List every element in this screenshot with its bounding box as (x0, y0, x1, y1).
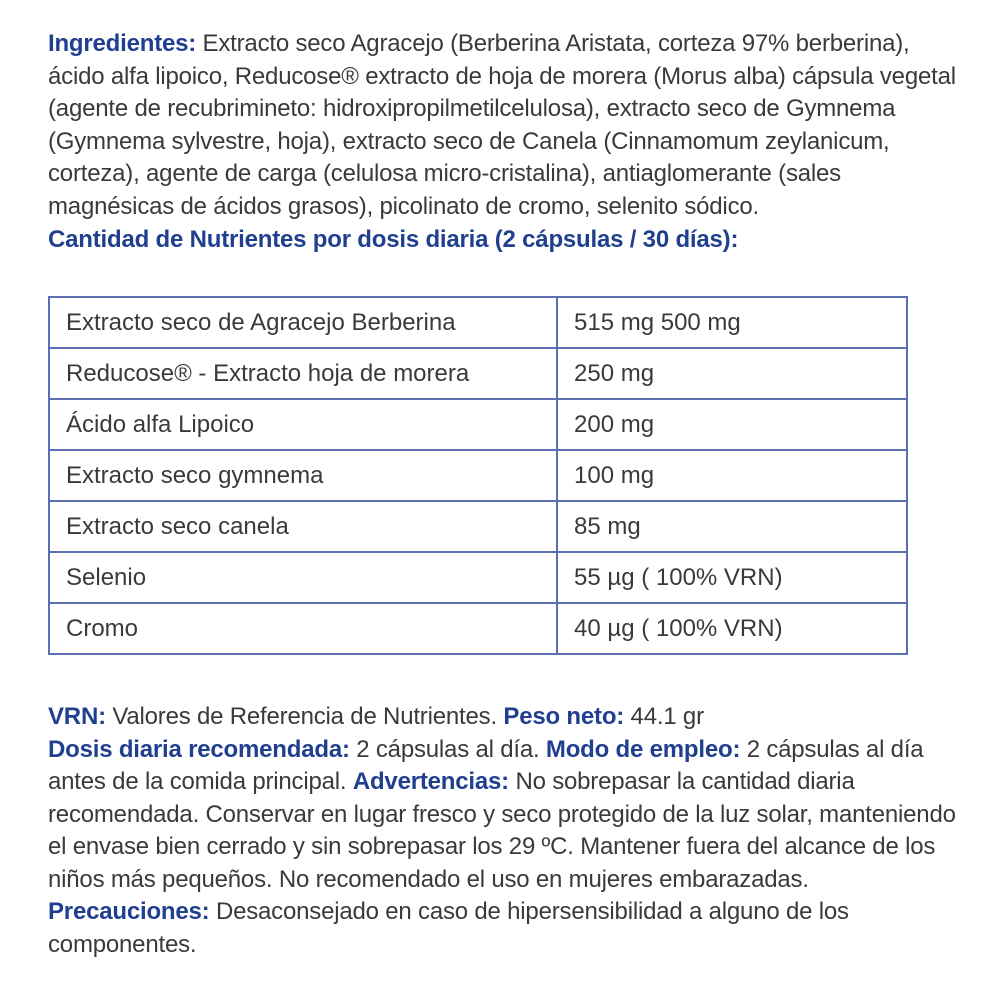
nutrient-name: Extracto seco gymnema (49, 450, 557, 501)
precauciones-label: Precauciones: (48, 898, 210, 925)
vrn-paragraph (48, 701, 958, 734)
peso-label: Peso neto: (503, 703, 625, 730)
nutrient-amount: 515 mg 500 mg (557, 297, 907, 348)
ingredients-label: Ingredientes: (48, 30, 197, 57)
ingredients-paragraph (48, 28, 958, 223)
peso-text: 44.1 gr (624, 703, 704, 730)
label-content (48, 28, 958, 255)
table-row (49, 501, 907, 552)
table-row (49, 450, 907, 501)
nutrient-amount: 100 mg (557, 450, 907, 501)
table-row (49, 399, 907, 450)
table-row (49, 603, 907, 654)
nutrient-amount: 250 mg (557, 348, 907, 399)
nutrient-amount: 85 mg (557, 501, 907, 552)
ingredients-text: Extracto seco Agracejo (Berberina Aristata, corteza 97% berberina), ácido alfa lipoico, Reducose® extracto de hoja de morera (Morus alba) cápsula vegetal (agente de recubrimineto: hidroxipropilmetilcelulosa), extracto seco de Gymnema (Gymnema sylvestre, hoja), extracto seco de Canela (Cinnamomum zeylanicum, corteza), agente de carga (celulosa micro-cristalina), antiaglomerante (sales magnésicas de ácidos grasos), picolinato de cromo, selenito sódico. (48, 30, 956, 220)
table-row (49, 348, 907, 399)
nutrients-heading: Cantidad de Nutrientes por dosis diaria (2 cápsulas / 30 días): (48, 226, 739, 253)
nutrient-name: Extracto seco de Agracejo Berberina (49, 297, 557, 348)
nutrients-table (48, 296, 908, 655)
advertencias-text: No sobrepasar la cantidad diaria recomendada. Conservar en lugar fresco y seco protegido de la luz solar, manteniendo el envase bien cerrado y sin sobrepasar los 29 ºC. Mantener fuera del alcance de los niños más pequeños. No recomendado el uso en mujeres embarazadas. (48, 768, 956, 893)
nutrient-name: Reducose® - Extracto hoja de morera (49, 348, 557, 399)
nutrient-name: Extracto seco canela (49, 501, 557, 552)
modo-label: Modo de empleo: (545, 735, 741, 763)
footer-info (48, 701, 958, 961)
table-row (49, 297, 907, 348)
nutrient-name: Selenio (49, 552, 557, 603)
nutrient-name: Cromo (49, 603, 557, 654)
nutrient-amount: 200 mg (557, 399, 907, 450)
nutrient-amount: 40 µg ( 100% VRN) (557, 603, 907, 654)
usage-paragraph (48, 734, 958, 962)
modo-text: 2 cápsulas al día antes de la comida principal. (48, 735, 924, 795)
precauciones-text: Desaconsejado en caso de hipersensibilidad a alguno de los componentes. (48, 898, 849, 958)
nutrient-name: Ácido alfa Lipoico (49, 399, 557, 450)
nutrient-amount: 55 µg ( 100% VRN) (557, 552, 907, 603)
vrn-text: Valores de Referencia de Nutrientes. (105, 703, 504, 730)
dosis-label: Dosis diaria recomendada: (48, 735, 350, 763)
advertencias-label: Advertencias: (352, 768, 509, 795)
dosis-text: 2 cápsulas al día. (349, 735, 546, 763)
vrn-label: VRN: (48, 703, 106, 730)
table-row (49, 552, 907, 603)
